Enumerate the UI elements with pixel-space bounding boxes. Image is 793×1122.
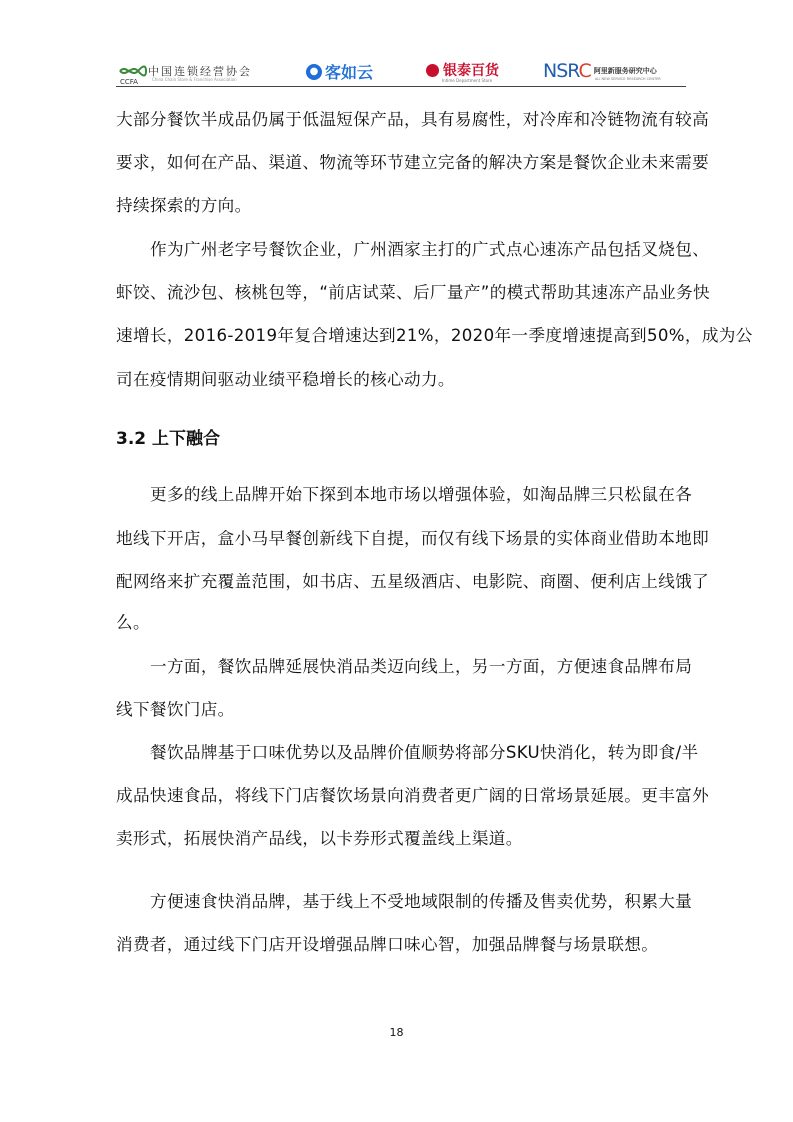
nsrc-logo: NSRC 阿里新服务研究中心 ALI NEW SERVICE RESEARCH CENTER (543, 60, 661, 82)
text-line: 速增长，2016-2019年复合增速达到21%，2020年一季度增速提高到50%，成为公 (116, 326, 753, 345)
text-line: 卖形式，拓展快消产品线，以卡券形式覆盖线上渠道。 (116, 829, 523, 848)
text-line: 配网络来扩充覆盖范围，如书店、五星级酒店、电影院、商圈、便利店上线饿了 (116, 572, 710, 591)
keruyun-icon: ● (306, 64, 322, 80)
text-line: 餐饮品牌基于口味优势以及品牌价值顺势将部分SKU快消化，转为即食/半 (150, 743, 699, 762)
keruyun-logo: ● 客如云 (306, 60, 373, 83)
text-line: 大部分餐饮半成品仍属于低温短保产品，具有易腐性，对冷库和冷链物流有较高 (116, 110, 710, 129)
text-line: 么。 (116, 613, 150, 632)
text-line: 作为广州老字号餐饮企业，广州酒家主打的广式点心速冻产品包括叉烧包、 (150, 240, 710, 259)
text-line: 线下餐饮门店。 (116, 700, 235, 719)
text-line: 方便速食快消品牌，基于线上不受地域限制的传播及售卖优势，积累大量 (150, 892, 693, 911)
text-line: 要求，如何在产品、渠道、物流等环节建立完备的解决方案是餐饮企业未来需要 (116, 153, 710, 172)
text-line: 虾饺、流沙包、核桃包等，“前店试菜、后厂量产”的模式帮助其速冻产品业务快 (116, 283, 710, 302)
page-header (116, 58, 686, 87)
ccfa-logo: 中国连锁经营协会 CCFA China Chain Store & Franchise Association (118, 60, 252, 82)
page-number: 18 (389, 1026, 404, 1039)
text-line: 更多的线上品牌开始下探到本地市场以增强体验，如淘品牌三只松鼠在各 (150, 485, 693, 504)
text-line: 一方面，餐饮品牌延展快消品类迈向线上，另一方面，方便速食品牌布局 (150, 657, 693, 676)
text-line: 地线下开店，盒小马早餐创新线下自提，而仅有线下场景的实体商业借助本地即 (116, 529, 710, 548)
intime-icon (426, 64, 439, 77)
text-line: 司在疫情期间驱动业绩平稳增长的核心动力。 (116, 370, 455, 389)
text-line: 成品快速食品，将线下门店餐饮场景向消费者更广阔的日常场景延展。更丰富外 (116, 786, 710, 805)
text-line: 消费者，通过线下门店开设增强品牌口味心智，加强品牌餐与场景联想。 (116, 935, 659, 954)
section-heading: 3.2 上下融合 (116, 429, 221, 449)
text-line: 持续探索的方向。 (116, 196, 252, 215)
intime-logo: 银泰百货 Intime Department Store (426, 60, 499, 80)
